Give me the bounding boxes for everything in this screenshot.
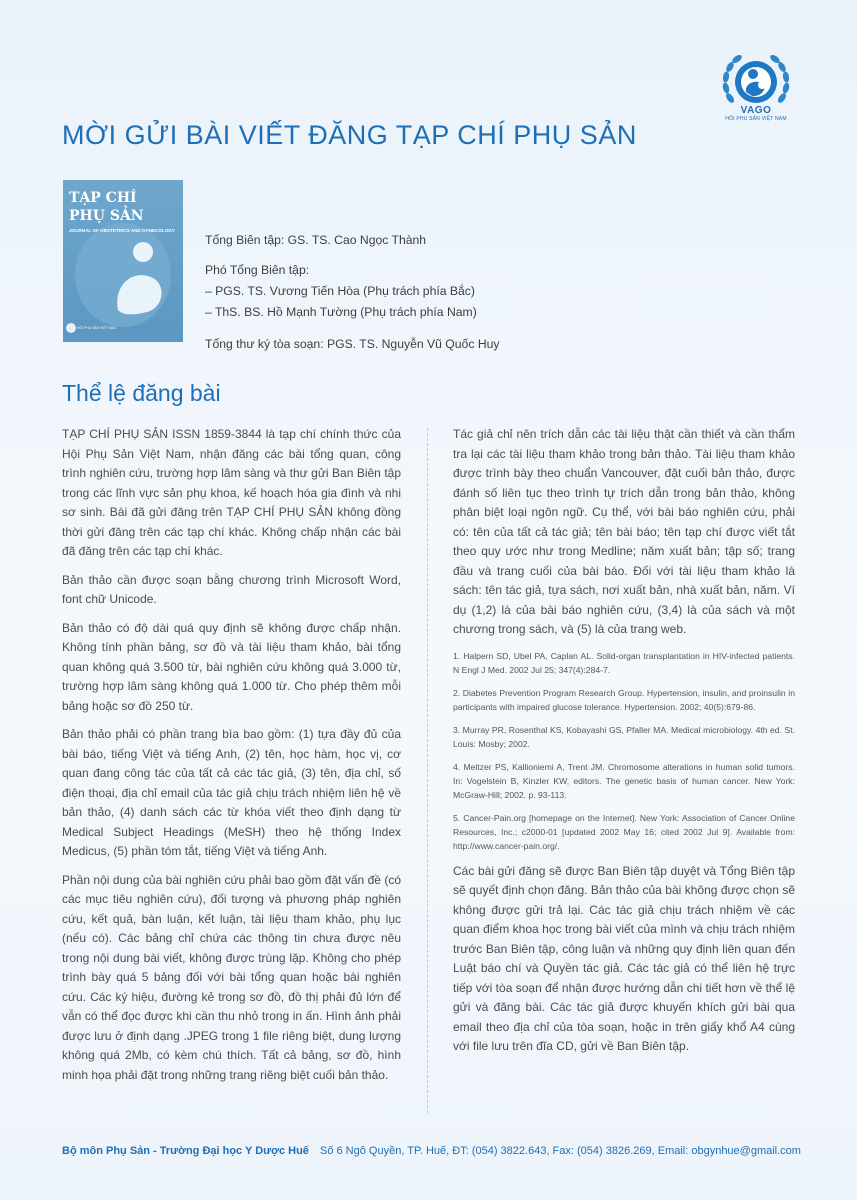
footer-org: Bộ môn Phụ Sản - Trường Đại học Y Dược Huế	[62, 1145, 309, 1157]
section-heading: Thể lệ đăng bài	[62, 380, 221, 406]
reference-item: 1. Halpern SD, Ubel PA, Caplan AL. Solid-organ transplantation in HIV-infected patients. N Engl J Med. 2002 Jul 25; 347(4):284-7.	[453, 650, 795, 675]
reference-item: 5. Cancer-Pain.org [homepage on the Internet]. New York: Association of Cancer Online Resources, Inc.; c2000-01 [updated 2002 May 16; cited 2002 Jul 9]. Available from: http://www.cancer-pain.org/.	[453, 812, 795, 851]
page-title: MỜI GỬI BÀI VIẾT ĐĂNG TẠP CHÍ PHỤ SẢN	[62, 120, 637, 150]
paragraph: Phần nội dung của bài nghiên cứu phải bao gồm đặt vấn đề (có các mục tiêu nghiên cứu), đối tượng và phương pháp nghiên cứu, kết quả, bàn luận, kết luận, tài liệu tham khảo, phụ lục (nếu có). Các bảng chỉ chứa các thông tin chưa được nêu trong nội dung bài viết, không được trùng lặp. Không cho phép trình bày quá 5 bảng đối với bài tổng quan hoặc bài nghiên cứu. Các ký hiệu, đường kẻ trong sơ đồ, đồ thị phải đủ lớn để vẫn có thể đọc được khi cần thu nhỏ trong in ấn. Hình ảnh phải được lưu ở định dạng .JPEG trong 1 file riêng biệt, dung lượng không quá 2Mb, có kèm chú thích. Tất cả bảng, sơ đồ, hình minh họa phải đặt trong những trang riêng biệt cuối bản thảo.	[62, 872, 401, 1082]
left-column	[62, 425, 401, 1094]
cover-footer: HỘI PHỤ SẢN VIỆT NAM	[77, 326, 116, 330]
logo-subtitle: HỘI PHỤ SẢN VIỆT NAM	[725, 116, 787, 122]
cover-subtitle: JOURNAL OF OBSTETRICS AND GYNECOLOGY	[69, 228, 175, 233]
editor-in-chief: Tổng Biên tập: GS. TS. Cao Ngọc Thành	[205, 233, 427, 247]
page-footer	[62, 1145, 801, 1157]
logo-name: VAGO	[740, 105, 772, 116]
journal-cover	[63, 180, 183, 342]
reference-item: 2. Diabetes Prevention Program Research Group. Hypertension, insulin, and proinsulin in participants with impaired glucose tolerance. Hypertension. 2002; 40(5):679-86.	[453, 687, 795, 712]
right-column	[453, 425, 795, 1066]
paragraph: Tác giả chỉ nên trích dẫn các tài liệu thật cần thiết và cần thẩm tra lại các tài liệu tham khảo trong bản thảo. Tài liệu tham khảo được trình bày theo chuẩn Vancouver, đặt cuối bản thảo, được đánh số liên tục theo trình tự trích dẫn trong bản thảo, không phân biệt loại ngôn ngữ. Cụ thể, với bài báo nghiên cứu, phải có: tên của tất cả tác giả; tên bài báo; tên tạp chí được viết tắt theo quy ước như trong Medline; năm xuất bản; tập số; trang đầu và trang cuối của bài báo. Đối với tài liệu tham khảo là sách: tên tác giả, tựa sách, nơi xuất bản, nhà xuất bản, năm. Ví dụ (1,2) là của bài báo nghiên cứu, (3,4) là của sách và một chương trong sách, và (5) là của trang web.	[453, 427, 795, 636]
column-divider	[427, 428, 429, 1113]
deputy-editor-south: – ThS. BS. Hồ Mạnh Tường (Phụ trách phía Nam)	[205, 305, 477, 319]
reference-item: 3. Murray PR, Rosenthal KS, Kobayashi GS, Pfaller MA. Medical microbiology. 4th ed. St. Louis: Mosby; 2002.	[453, 724, 795, 749]
logo-text	[700, 105, 812, 122]
paragraph: Bản thảo phải có phần trang bìa bao gồm: (1) tựa đầy đủ của bài báo, tiếng Việt và tiếng Anh, (2) tên, học hàm, học vị, cơ quan đang công tác của tất cả các tác giả, (3) tên, địa chỉ, số điện thoại, địa chỉ email của tác giả chịu trách nhiệm liên hệ về bản thảo, (4) danh sách các từ khóa viết theo định dạng từ Medical Subject Headings (MeSH) theo hệ thống Index Medicus, (5) phần tóm tắt, tiếng Việt và tiếng Anh.	[62, 727, 401, 858]
paragraph: Bản thảo cần được soạn bằng chương trình Microsoft Word, font chữ Unicode.	[62, 572, 401, 606]
paragraph: Bản thảo có độ dài quá quy định sẽ không được chấp nhận. Không tính phần bảng, sơ đồ và tài liệu tham khảo, bài tổng quan không quá 3.500 từ, bài nghiên cứu không quá 3.000 từ, trường hợp lâm sàng không quá 1.000 từ. Cho phép thêm mỗi bảng hoặc sơ đồ 250 từ.	[62, 620, 401, 713]
cover-title-line1: TẠP CHÍ	[69, 190, 137, 206]
paragraph: Các bài gửi đăng sẽ được Ban Biên tập duyệt và Tổng Biên tập sẽ quyết định chọn đăng. Bản thảo của bài không được chọn sẽ không được gửi trả lại. Các tác giả chịu trách nhiệm về các quan điểm khoa học trong bài viết của mình và chịu trách nhiệm trước Ban Biên tập, công luận và những quy định liên quan đến Luật báo chí và Quyền tác giả. Các tác giả có thể liên hệ trực tiếp với tòa soạn để nhận được hướng dẫn chi tiết hơn về thể lệ gửi và đăng bài. Các tác giả được khuyến khích gửi bài qua email theo địa chỉ của tòa soạn, hoặc in trên giấy khổ A4 cùng với file lưu trên đĩa CD, gửi về Ban Biên tập.	[453, 863, 795, 1053]
cover-title-line2: PHỤ SẢN	[69, 208, 144, 224]
paragraph: TẠP CHÍ PHỤ SẢN ISSN 1859-3844 là tạp chí chính thức của Hội Phụ Sản Việt Nam, nhận đăng các bài tổng quan, công trình nghiên cứu, trường hợp lâm sàng và thư gửi Ban Biên tập trong các lĩnh vực sản phụ khoa, kế hoạch hóa gia đình và nhi sơ sinh. Bài đã gửi đăng trên TẠP CHÍ PHỤ SẢN không đồng thời gửi đăng trên các tạp chí khác. Không chấp nhận các bài đã đăng trên các tạp chí khác.	[62, 427, 401, 558]
deputy-editor-north: – PGS. TS. Vương Tiến Hòa (Phụ trách phía Bắc)	[205, 284, 475, 298]
reference-list	[453, 649, 795, 853]
deputy-editor-label: Phó Tổng Biên tập:	[205, 263, 310, 277]
reference-item: 4. Meltzer PS, Kallioniemi A, Trent JM. Chromosome alterations in human solid tumors. In: Vogelstein B, Kinzler KW, editors. The genetic basis of human cancer. New York: McGraw-Hill; 2002. p. 93-113.	[453, 761, 795, 800]
editorial-board	[205, 233, 500, 351]
editorial-secretary: Tổng thư ký tòa soạn: PGS. TS. Nguyễn Vũ Quốc Huy	[205, 337, 500, 351]
footer-contact: Số 6 Ngô Quyền, TP. Huế, ĐT: (054) 3822.643, Fax: (054) 3826.269, Email: obgynhue@gmail.com	[319, 1145, 801, 1157]
